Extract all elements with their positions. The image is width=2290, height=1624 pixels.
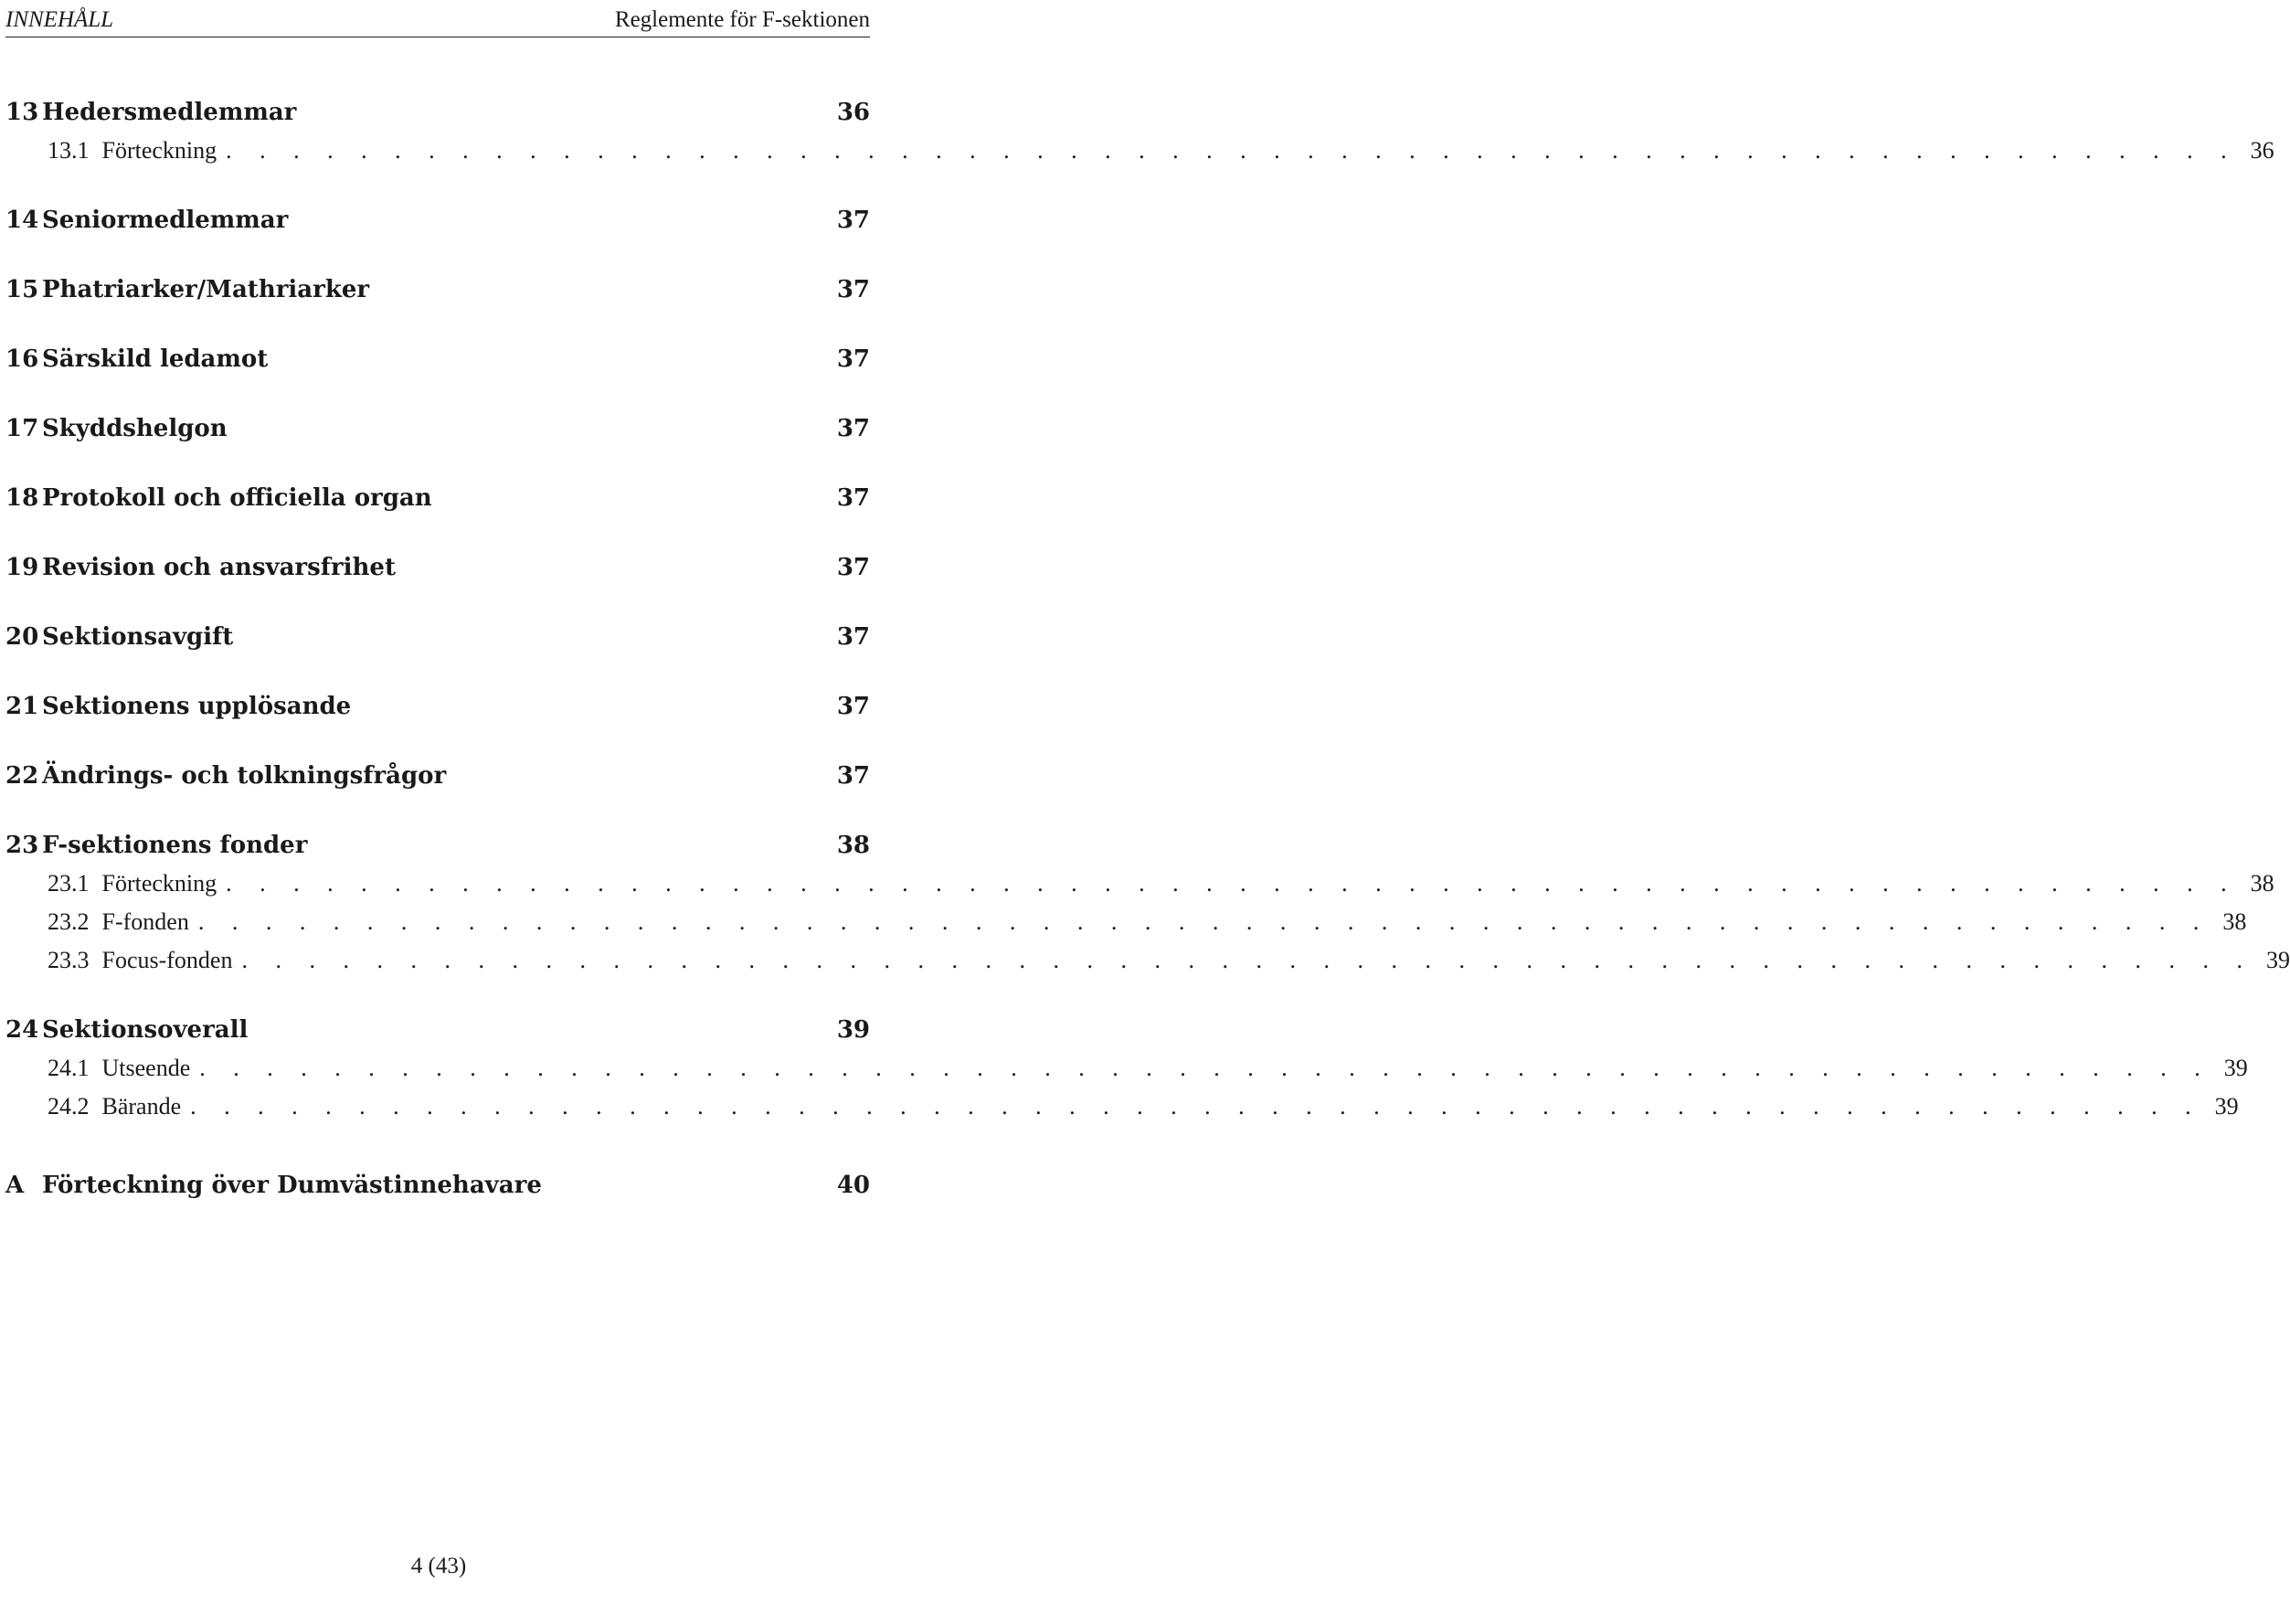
appendix-page: 40 [836,1172,870,1199]
chapter-title: Hedersmedlemmar [42,99,297,126]
chapter-number: 20 [5,623,39,651]
chapter-title: Protokoll och officiella organ [42,484,432,512]
chapter-page: 37 [836,693,870,720]
chapter-title: Skyddshelgon [42,415,228,442]
section-number: 23.3 [48,947,90,973]
section-title: Focus-fonden [101,947,233,973]
chapter-page: 39 [836,1016,870,1044]
section-number: 24.1 [48,1055,90,1081]
chapter-number: 22 [5,762,39,790]
toc-section-24-2[interactable] [5,1088,2239,1126]
section-number: 23.1 [48,870,90,897]
chapter-title: Sektionens upplösande [42,693,352,720]
section-title: F-fonden [101,908,189,935]
section-number: 23.2 [48,908,90,935]
toc-chapter-18[interactable] [5,479,870,517]
chapter-page: 37 [836,345,870,373]
section-title: Bärande [101,1093,182,1120]
section-number: 13.1 [48,137,90,164]
toc-chapter-14[interactable] [5,201,870,239]
chapter-page: 36 [836,99,870,126]
dot-leader: . . . . . . . . . . . . . . . . . . . . . . . . . . . . . . . . . . . . . . . . . . . . . . . . . . . . . . . . . . . . [241,947,2253,973]
chapter-title: Sektionsavgift [42,623,234,651]
section-page: 38 [2222,908,2247,935]
chapter-page: 37 [836,554,870,581]
toc-chapter-15[interactable] [5,271,870,309]
chapter-title: F-sektionens fonder [42,832,308,859]
appendix-letter: A [5,1172,25,1199]
page-number-footer: 4 (43) [410,1554,467,1578]
chapter-page: 37 [836,207,870,234]
section-page: 38 [2250,870,2274,897]
toc-section-23-3[interactable] [5,941,2290,980]
header-document-title: Reglemente för F-sektionen [614,7,870,32]
chapter-number: 15 [5,276,39,303]
chapter-title: Sektionsoverall [42,1016,249,1044]
toc-chapter-19[interactable] [5,548,870,587]
chapter-title: Ändrings- och tolkningsfrågor [42,762,447,790]
chapter-title: Särskild ledamot [42,345,269,373]
toc-section-23-2[interactable] [5,903,2247,941]
toc-chapter-16[interactable] [5,340,870,378]
chapter-page: 37 [836,276,870,303]
table-of-contents [5,93,2290,1205]
section-page: 39 [2214,1093,2239,1120]
section-page: 39 [2223,1055,2248,1081]
dot-leader: . . . . . . . . . . . . . . . . . . . . . . . . . . . . . . . . . . . . . . . . . . . . . . . . . . . . . . . . . . . . [190,1093,2202,1120]
chapter-page: 38 [836,832,870,859]
section-page: 39 [2265,947,2290,973]
section-title: Utseende [101,1055,191,1081]
section-title: Förteckning [101,870,217,897]
toc-chapter-22[interactable] [5,757,870,795]
toc-appendix-a[interactable] [5,1166,870,1205]
header-section-title: INNEHÅLL [5,7,114,32]
chapter-title: Phatriarker/Mathriarker [42,276,370,303]
chapter-title: Seniormedlemmar [42,207,289,234]
chapter-number: 14 [5,207,39,234]
toc-chapter-13[interactable] [5,93,870,132]
appendix-title: Förteckning över Dumvästinnehavare [42,1172,542,1199]
toc-section-23-1[interactable] [5,865,2274,903]
dot-leader: . . . . . . . . . . . . . . . . . . . . . . . . . . . . . . . . . . . . . . . . . . . . . . . . . . . . . . . . . . . . [199,1055,2211,1081]
section-number: 24.2 [48,1093,90,1120]
chapter-number: 18 [5,484,39,512]
chapter-number: 16 [5,345,39,373]
toc-chapter-23[interactable] [5,826,870,865]
toc-chapter-20[interactable] [5,618,870,656]
toc-chapter-24[interactable] [5,1011,870,1049]
chapter-number: 17 [5,415,39,442]
chapter-page: 37 [836,415,870,442]
toc-section-13-1[interactable] [5,132,2274,170]
dot-leader: . . . . . . . . . . . . . . . . . . . . . . . . . . . . . . . . . . . . . . . . . . . . . . . . . . . . . . . . . . . . [197,908,2210,935]
chapter-number: 13 [5,99,39,126]
dot-leader: . . . . . . . . . . . . . . . . . . . . . . . . . . . . . . . . . . . . . . . . . . . . . . . . . . . . . . . . . . . . [226,137,2238,164]
chapter-number: 23 [5,832,39,859]
chapter-number: 24 [5,1016,39,1044]
running-header [5,5,870,37]
chapter-page: 37 [836,623,870,651]
chapter-number: 21 [5,693,39,720]
chapter-page: 37 [836,484,870,512]
toc-chapter-21[interactable] [5,687,870,726]
chapter-number: 19 [5,554,39,581]
section-title: Förteckning [101,137,217,164]
toc-section-24-1[interactable] [5,1049,2248,1088]
toc-chapter-17[interactable] [5,409,870,448]
chapter-page: 37 [836,762,870,790]
section-page: 36 [2250,137,2274,164]
dot-leader: . . . . . . . . . . . . . . . . . . . . . . . . . . . . . . . . . . . . . . . . . . . . . . . . . . . . . . . . . . . . [226,870,2238,897]
chapter-title: Revision och ansvarsfrihet [42,554,396,581]
